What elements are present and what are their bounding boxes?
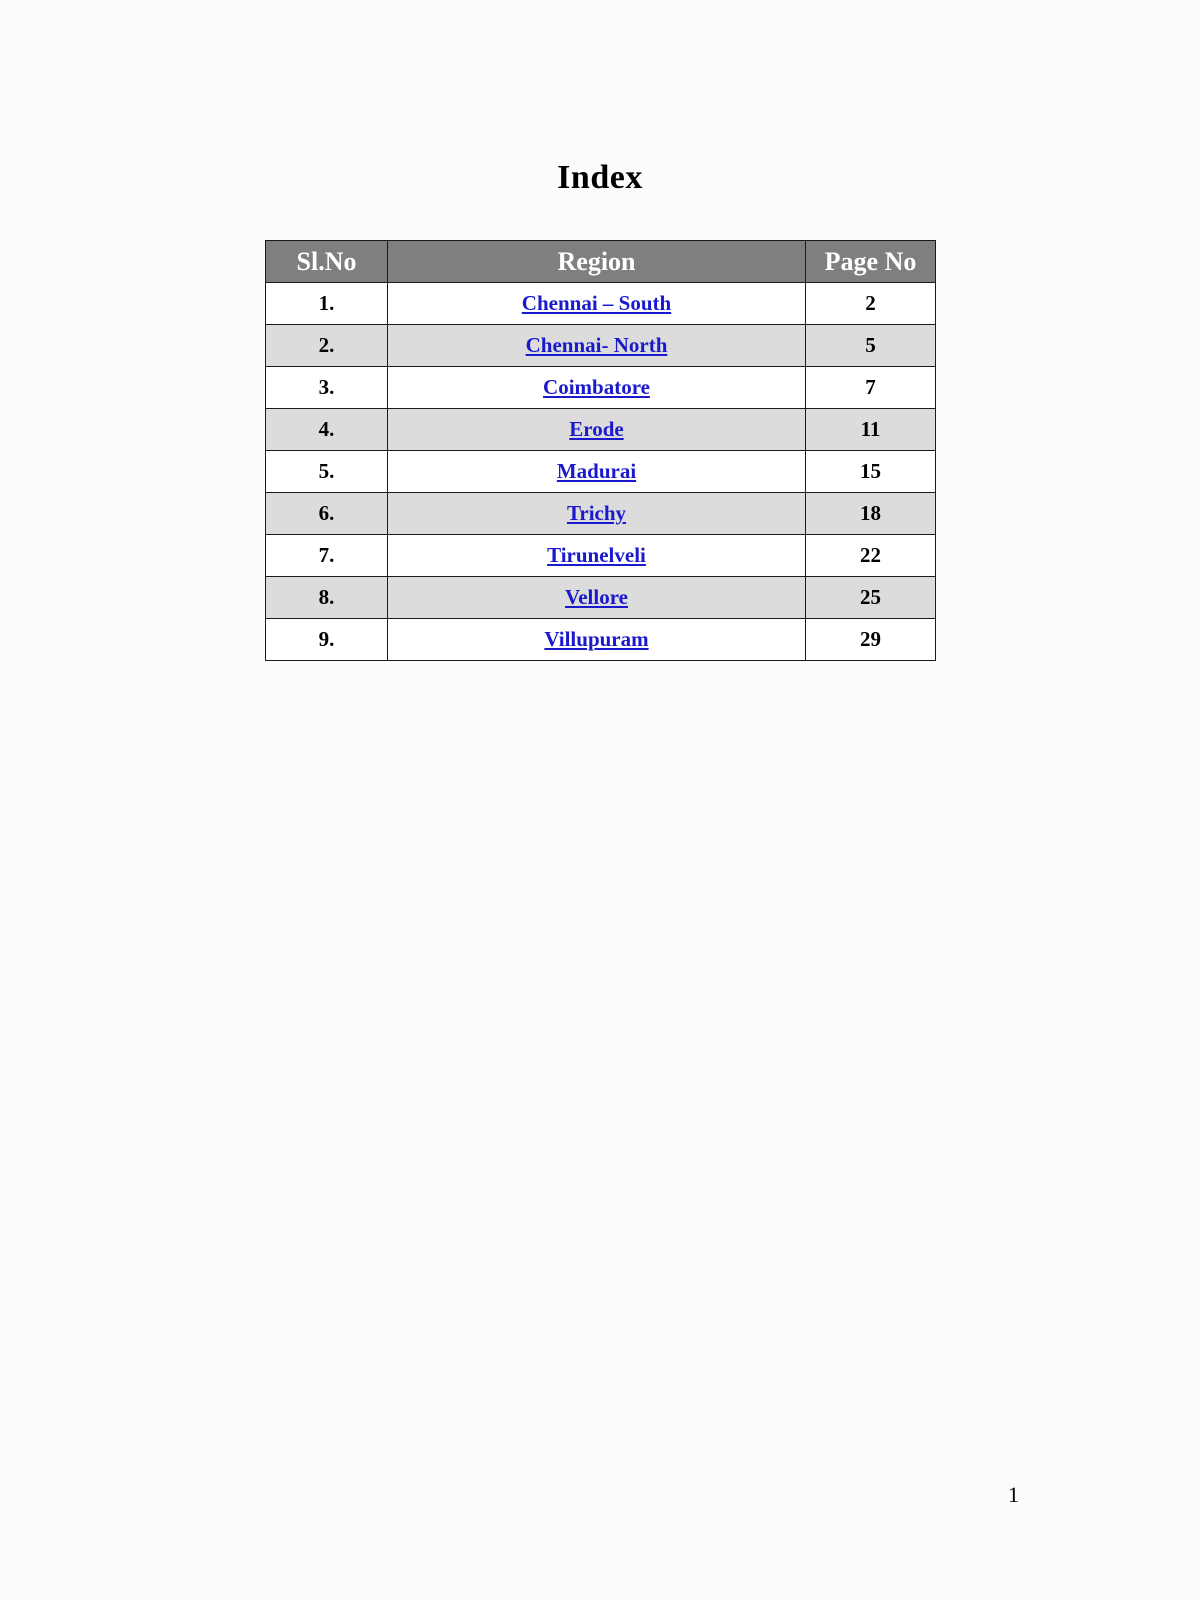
region-cell: [388, 283, 806, 325]
region-link-chennai-south[interactable]: Chennai – South: [521, 291, 672, 315]
table-row: [266, 451, 936, 493]
region-link-madurai[interactable]: Madurai: [556, 459, 637, 483]
sl-no-cell: 2.: [266, 325, 388, 367]
sl-no-cell: 8.: [266, 577, 388, 619]
table-header-row: [266, 241, 936, 283]
sl-no-cell: 9.: [266, 619, 388, 661]
region-link-villupuram[interactable]: Villupuram: [544, 627, 649, 651]
table-row: [266, 535, 936, 577]
region-cell: [388, 325, 806, 367]
page-no-cell: 25: [806, 577, 936, 619]
table-row: [266, 619, 936, 661]
region-link-tirunelveli[interactable]: Tirunelveli: [547, 543, 646, 567]
region-cell: [388, 577, 806, 619]
header-region: Region: [388, 241, 806, 283]
page-no-cell: 11: [806, 409, 936, 451]
region-cell: [388, 451, 806, 493]
page-no-cell: 5: [806, 325, 936, 367]
region-cell: [388, 619, 806, 661]
sl-no-cell: 6.: [266, 493, 388, 535]
page-no-cell: 18: [806, 493, 936, 535]
page-title: Index: [557, 159, 643, 196]
page-no-cell: 2: [806, 283, 936, 325]
table-row: [266, 325, 936, 367]
page-no-cell: 15: [806, 451, 936, 493]
sl-no-cell: 4.: [266, 409, 388, 451]
sl-no-cell: 7.: [266, 535, 388, 577]
table-row: [266, 409, 936, 451]
table-row: [266, 283, 936, 325]
page-no-cell: 7: [806, 367, 936, 409]
region-cell: [388, 367, 806, 409]
sl-no-cell: 5.: [266, 451, 388, 493]
region-link-chennai-north[interactable]: Chennai- North: [525, 333, 668, 357]
table-row: [266, 367, 936, 409]
table-row: [266, 493, 936, 535]
page-number: 1: [1008, 1482, 1019, 1507]
region-link-vellore[interactable]: Vellore: [565, 585, 628, 609]
region-cell: [388, 493, 806, 535]
table-row: [266, 577, 936, 619]
region-link-trichy[interactable]: Trichy: [566, 501, 627, 525]
sl-no-cell: 1.: [266, 283, 388, 325]
region-link-erode[interactable]: Erode: [569, 417, 624, 441]
sl-no-cell: 3.: [266, 367, 388, 409]
page-no-cell: 22: [806, 535, 936, 577]
header-sl-no: Sl.No: [266, 241, 388, 283]
page-no-cell: 29: [806, 619, 936, 661]
index-table: [265, 240, 936, 661]
region-link-coimbatore[interactable]: Coimbatore: [543, 375, 650, 399]
region-cell: [388, 535, 806, 577]
header-page-no: Page No: [806, 241, 936, 283]
region-cell: [388, 409, 806, 451]
